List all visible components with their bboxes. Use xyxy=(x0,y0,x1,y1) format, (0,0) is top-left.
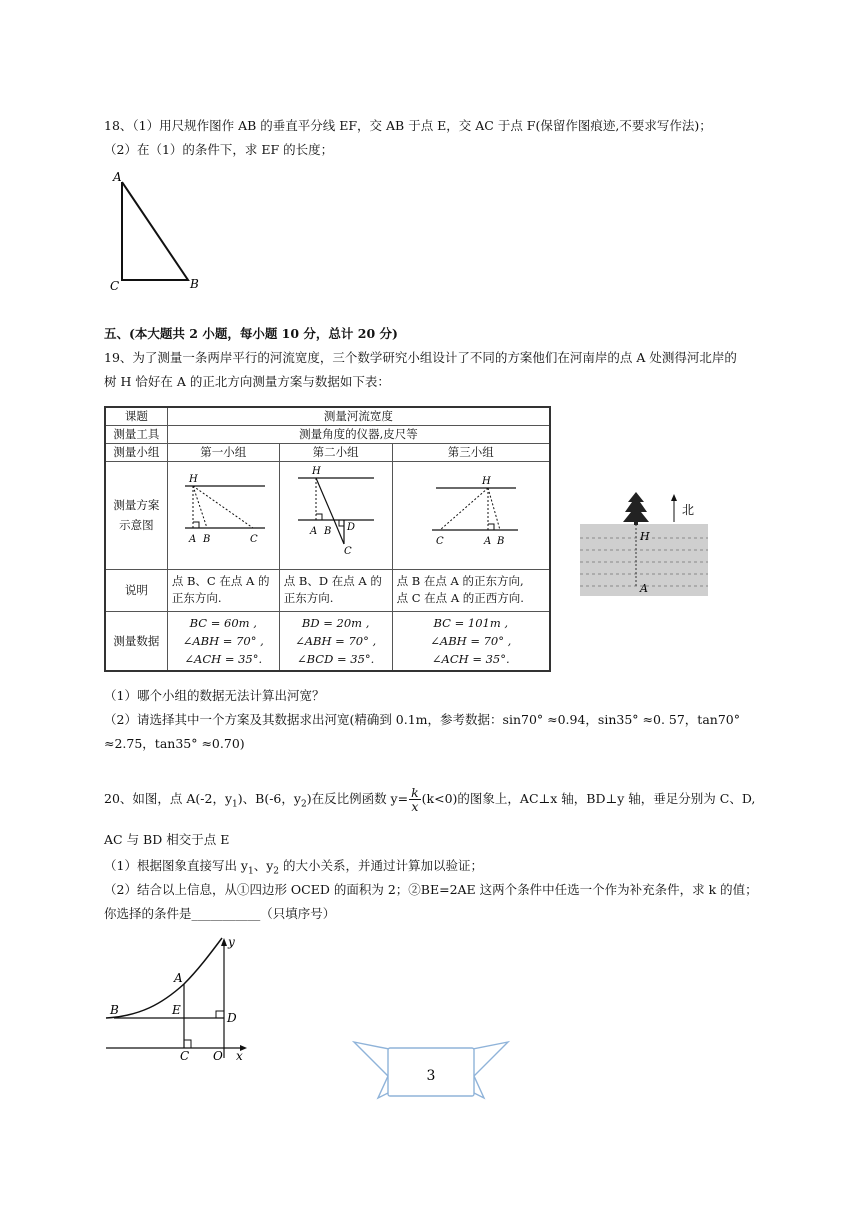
q19-sub2-line2: ≈2.75，tan35° ≈0.70) xyxy=(104,736,245,751)
graph-label-d: D xyxy=(227,1011,237,1025)
fraction-numerator: k xyxy=(411,785,419,800)
d3-label-b: B xyxy=(496,535,505,547)
graph-label-e: E xyxy=(172,1003,181,1017)
q20-line1-part-d: (k<0)的图象上，AC⊥x 轴，BD⊥y 轴，垂足分别为 C、D, xyxy=(421,791,756,806)
north-arrow-icon xyxy=(671,494,677,522)
q20-line1-part-c: )在反比例函数 y= xyxy=(306,791,409,806)
d2-label-d: D xyxy=(346,521,355,533)
scheme-diagram-1-cell xyxy=(167,461,279,569)
d2-label-b: B xyxy=(323,525,331,537)
d3-label-h: H xyxy=(481,475,491,487)
measurement-table xyxy=(104,406,551,672)
q20-sub2: （2）结合以上信息，从①四边形 OCED 的面积为 2；②BE=2AE 这两个条件中任选一个作为补充条件，求 k 的值； xyxy=(104,882,758,897)
q19-line2: 树 H 恰好在 A 的正北方向测量方案与数据如下表： xyxy=(104,374,390,389)
fraction-denominator: x xyxy=(411,799,419,814)
q20-sub1 xyxy=(104,858,483,880)
data-1-line-1: BC = 60m , xyxy=(189,615,257,630)
table-row xyxy=(105,443,550,461)
q20-line2: AC 与 BD 相交于点 E xyxy=(104,832,230,847)
graph-label-x: x xyxy=(236,1049,243,1062)
table-cell: 测量角度的仪器,皮尺等 xyxy=(167,425,550,443)
scheme-diagram-2 xyxy=(284,464,388,564)
d3-label-c: C xyxy=(435,535,444,547)
desc-1-line-2: 正东方向. xyxy=(171,591,222,605)
inverse-function-graph xyxy=(100,934,260,1062)
d2-label-h: H xyxy=(311,465,321,477)
data-3-line-2: ∠ABH = 70° , xyxy=(430,633,512,648)
north-label: 北 xyxy=(682,503,695,517)
data-3 xyxy=(392,611,550,671)
table-row xyxy=(105,407,550,425)
desc-2 xyxy=(279,569,392,611)
q20-sub1-part-a: （1）根据图象直接写出 y xyxy=(104,858,248,873)
label-c: C xyxy=(110,279,120,292)
table-row xyxy=(105,425,550,443)
graph-label-o: O xyxy=(213,1049,223,1062)
desc-3-line-2: 点 C 在点 A 的正西方向. xyxy=(396,591,524,605)
scheme-label-2: 示意图 xyxy=(119,518,154,532)
q20-sub3: 你选择的条件是___________（只填序号） xyxy=(104,906,336,921)
group-2: 第二小组 xyxy=(279,443,392,461)
data-2-line-3: ∠BCD = 35°. xyxy=(296,651,375,666)
q19-sub1: （1）哪个小组的数据无法计算出河宽？ xyxy=(104,688,325,703)
q20-sub1-part-b: 、y xyxy=(253,858,274,873)
data-3-line-1: BC = 101m , xyxy=(433,615,509,630)
data-2-line-1: BD = 20m , xyxy=(301,615,370,630)
tree-icon xyxy=(623,492,649,525)
graph-label-a: A xyxy=(174,971,183,985)
scheme-diagram-1 xyxy=(171,464,275,564)
desc-3-line-1: 点 B 在点 A 的正东方向, xyxy=(396,574,524,588)
label-a: A xyxy=(113,170,122,184)
desc-3 xyxy=(392,569,550,611)
q20-line1 xyxy=(104,784,755,820)
data-2 xyxy=(279,611,392,671)
group-3: 第三小组 xyxy=(392,443,550,461)
table-header-cell xyxy=(105,461,167,569)
d2-label-a: A xyxy=(309,525,317,537)
q19-sub2-line1: （2）请选择其中一个方案及其数据求出河宽(精确到 0.1m，参考数据：sin70° ≈0.94，sin35° ≈0. 57，tan70° xyxy=(104,712,740,727)
data-1-line-3: ∠ACH = 35°. xyxy=(184,651,263,666)
desc-2-line-1: 点 B、D 在点 A 的 xyxy=(283,574,382,588)
desc-2-line-2: 正东方向. xyxy=(283,591,334,605)
group-1: 第一小组 xyxy=(167,443,279,461)
table-cell: 测量河流宽度 xyxy=(167,407,550,425)
q18-line1: 18、（1）用尺规作图作 AB 的垂直平分线 EF，交 AB 于点 E，交 AC 于点 F(保留作图痕迹,不要求写作法)； xyxy=(104,118,712,133)
q20-sub-2: 2 xyxy=(300,799,307,810)
d1-label-c: C xyxy=(250,533,258,545)
section-title: 五、(本大题共 2 小题，每小题 10 分，总计 20 分) xyxy=(104,326,398,341)
q20-sub1-sub-1: 1 xyxy=(248,866,254,877)
page-number-ribbon xyxy=(348,1036,514,1106)
triangle-abc-diagram xyxy=(104,168,214,292)
fraction-k-over-x xyxy=(409,786,421,813)
scheme-diagram-3 xyxy=(396,464,546,564)
data-3-line-3: ∠ACH = 35°. xyxy=(431,651,510,666)
q20-line1-part-b: )、B(-6，y xyxy=(237,791,301,806)
table-header-cell: 测量工具 xyxy=(105,425,167,443)
table-row xyxy=(105,611,550,671)
data-1-line-2: ∠ABH = 70° , xyxy=(182,633,264,648)
graph-label-c: C xyxy=(180,1049,190,1062)
river-label-a: A xyxy=(640,582,648,595)
d3-label-a: A xyxy=(483,535,492,547)
data-2-line-2: ∠ABH = 70° , xyxy=(295,633,377,648)
q19-line1: 19、为了测量一条两岸平行的河流宽度，三个数学研究小组设计了不同的方案他们在河南岸的点 A 处测得河北岸的 xyxy=(104,350,737,365)
table-row xyxy=(105,569,550,611)
table-header-cell: 测量数据 xyxy=(105,611,167,671)
river-label-h: H xyxy=(640,530,650,543)
d1-label-b: B xyxy=(203,533,211,545)
q20-sub1-part-c: 的大小关系，并通过计算加以验证； xyxy=(279,858,484,873)
page-number: 3 xyxy=(426,1068,436,1084)
river-diagram xyxy=(576,488,712,600)
table-header-cell: 说明 xyxy=(105,569,167,611)
scheme-diagram-3-cell xyxy=(392,461,550,569)
d1-label-a: A xyxy=(189,533,197,545)
q20-sub-1: 1 xyxy=(232,799,238,810)
q20-line1-part-a: 20、如图，点 A(-2，y xyxy=(104,791,233,806)
data-1 xyxy=(167,611,279,671)
table-header-cell: 测量小组 xyxy=(105,443,167,461)
table-header-cell: 课题 xyxy=(105,407,167,425)
scheme-label-1: 测量方案 xyxy=(113,498,160,512)
graph-label-y: y xyxy=(228,935,235,949)
q18-line2: （2）在（1）的条件下，求 EF 的长度； xyxy=(104,142,334,157)
graph-label-b: B xyxy=(110,1003,119,1017)
d2-label-c: C xyxy=(343,545,352,557)
table-row xyxy=(105,461,550,569)
label-b: B xyxy=(190,277,199,291)
q20-sub1-sub-2: 2 xyxy=(273,866,280,877)
d1-label-h: H xyxy=(189,473,198,485)
scheme-diagram-2-cell xyxy=(279,461,392,569)
desc-1-line-1: 点 B、C 在点 A 的 xyxy=(171,574,270,588)
desc-1 xyxy=(167,569,279,611)
